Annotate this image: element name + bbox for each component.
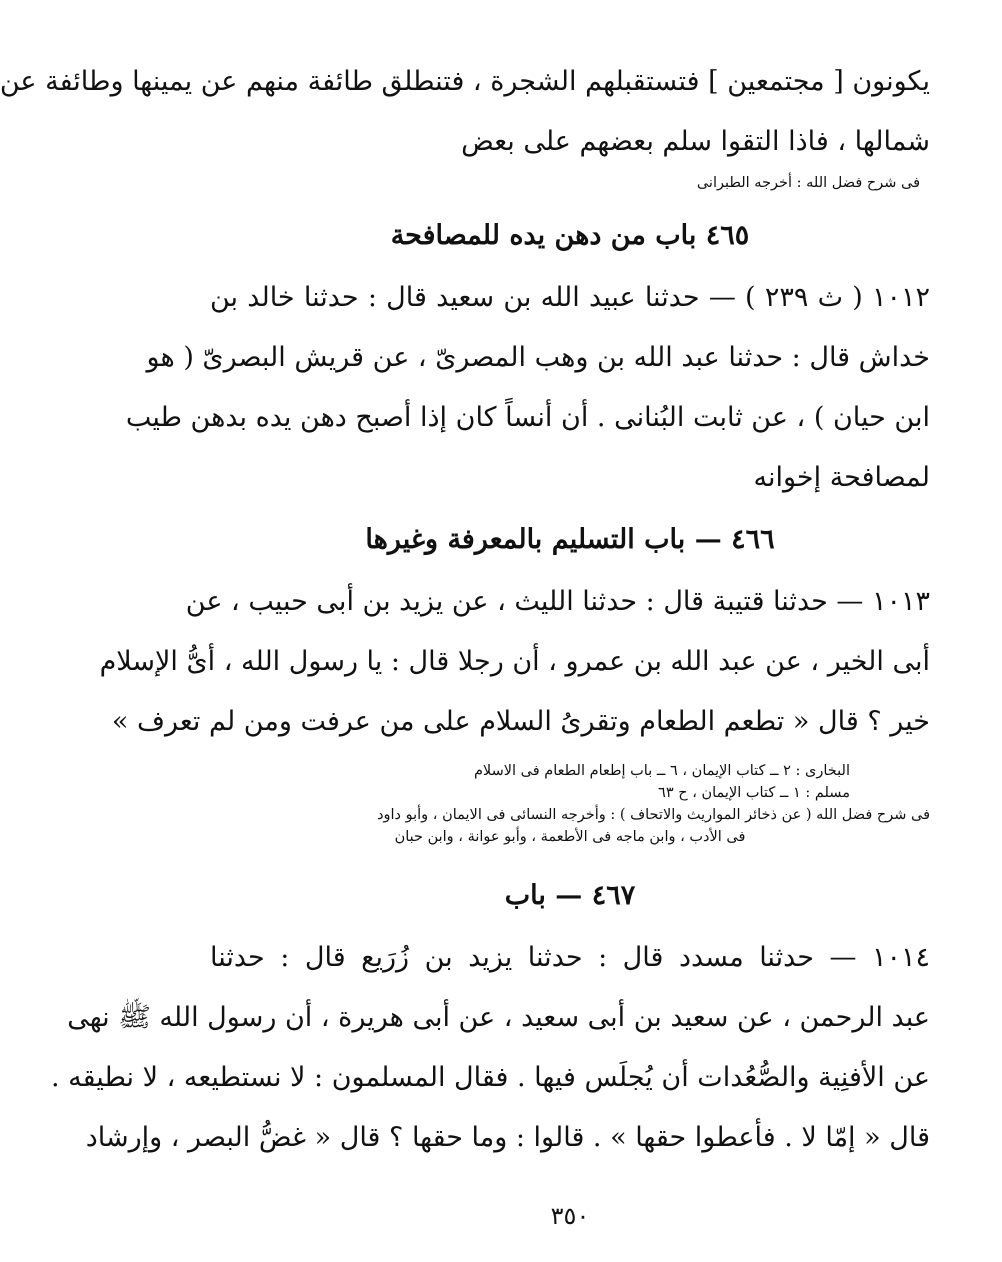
footnotes: [210, 752, 930, 848]
page-number: ٣٥٠: [550, 1202, 590, 1230]
text-line: قال « إمّا لا . فأعطوا حقها » . قالوا : وما حقها ؟ قال « غضُّ البصر ، وإرشاد: [85, 1122, 930, 1153]
footnote: فى شرح فضل الله : أخرجه الطبرانى: [696, 175, 920, 191]
text-line: عبد الرحمن ، عن سعيد بن أبى سعيد ، عن أبى هريرة ، أن رسول الله ﷺ نهى: [67, 1002, 930, 1033]
footnote: فى شرح فضل الله ( عن ذخائر المواريث والاتحاف ) : وأخرجه النسائى فى الايمان ، وأبو داود: [377, 807, 930, 823]
page-body: [0, 52, 931, 1168]
footnote: فى الأدب ، وابن ماجه فى الأطعمة ، وأبو عوانة ، وابن حبان: [394, 829, 746, 845]
hadith-1014: [50, 928, 930, 1168]
text-line: شمالها ، فاذا التقوا سلم بعضهم على بعض: [461, 126, 930, 157]
text-line: عن الأفنِية والصُّعُدات أن يُجلَس فيها . فقال المسلمون : لا نستطيعه ، لا نطيقه .: [50, 1062, 930, 1093]
text-line: خداش قال : حدثنا عبد الله بن وهب المصرىّ ، عن قريش البصرىّ ( هو: [146, 342, 930, 373]
text-line: لمصافحة إخوانه: [753, 462, 930, 493]
hadith-1012: [125, 268, 931, 508]
chapter-heading-467: ٤٦٧ — باب: [504, 880, 636, 911]
text-line: خير ؟ قال « تطعم الطعام وتقرىُ السلام على من عرفت ومن لم تعرف »: [111, 706, 930, 737]
chapter-heading-466: ٤٦٦ — باب التسليم بالمعرفة وغيرها: [365, 524, 775, 555]
text-line: ابن حيان ) ، عن ثابت البُنانى . أن أنساً كان إذا أصبح دهن يده بدهن طيب: [125, 402, 930, 433]
text-line: أبى الخير ، عن عبد الله بن عمرو ، أن رجلا قال : يا رسول الله ، أىُّ الإسلام: [99, 646, 930, 677]
text-line: يكونون [ مجتمعين ] فتستقبلهم الشجرة ، فتنطلق طائفة منهم عن يمينها وطائفة عن: [0, 66, 930, 97]
text-line: ١٠١٤ — حدثنا مسدد قال : حدثنا يزيد بن زُرَيع قال : حدثنا: [210, 942, 930, 973]
paragraph-continuation: [0, 52, 930, 194]
hadith-1013: [99, 572, 930, 848]
text-line: ١٠١٢ ( ث ٢٣٩ ) — حدثنا عبيد الله بن سعيد قال : حدثنا خالد بن: [210, 282, 931, 313]
text-line: ١٠١٣ — حدثنا قتيبة قال : حدثنا الليث ، عن يزيد بن أبى حبيب ، عن: [185, 586, 930, 617]
chapter-heading-465: ٤٦٥ باب من دهن يده للمصافحة: [390, 220, 750, 251]
footnote: البخارى : ٢ ــ كتاب الإيمان ، ٦ ــ باب إطعام الطعام فى الاسلام: [473, 763, 850, 779]
footnote: مسلم : ١ ــ كتاب الإيمان ، ح ٦٣: [658, 785, 850, 801]
